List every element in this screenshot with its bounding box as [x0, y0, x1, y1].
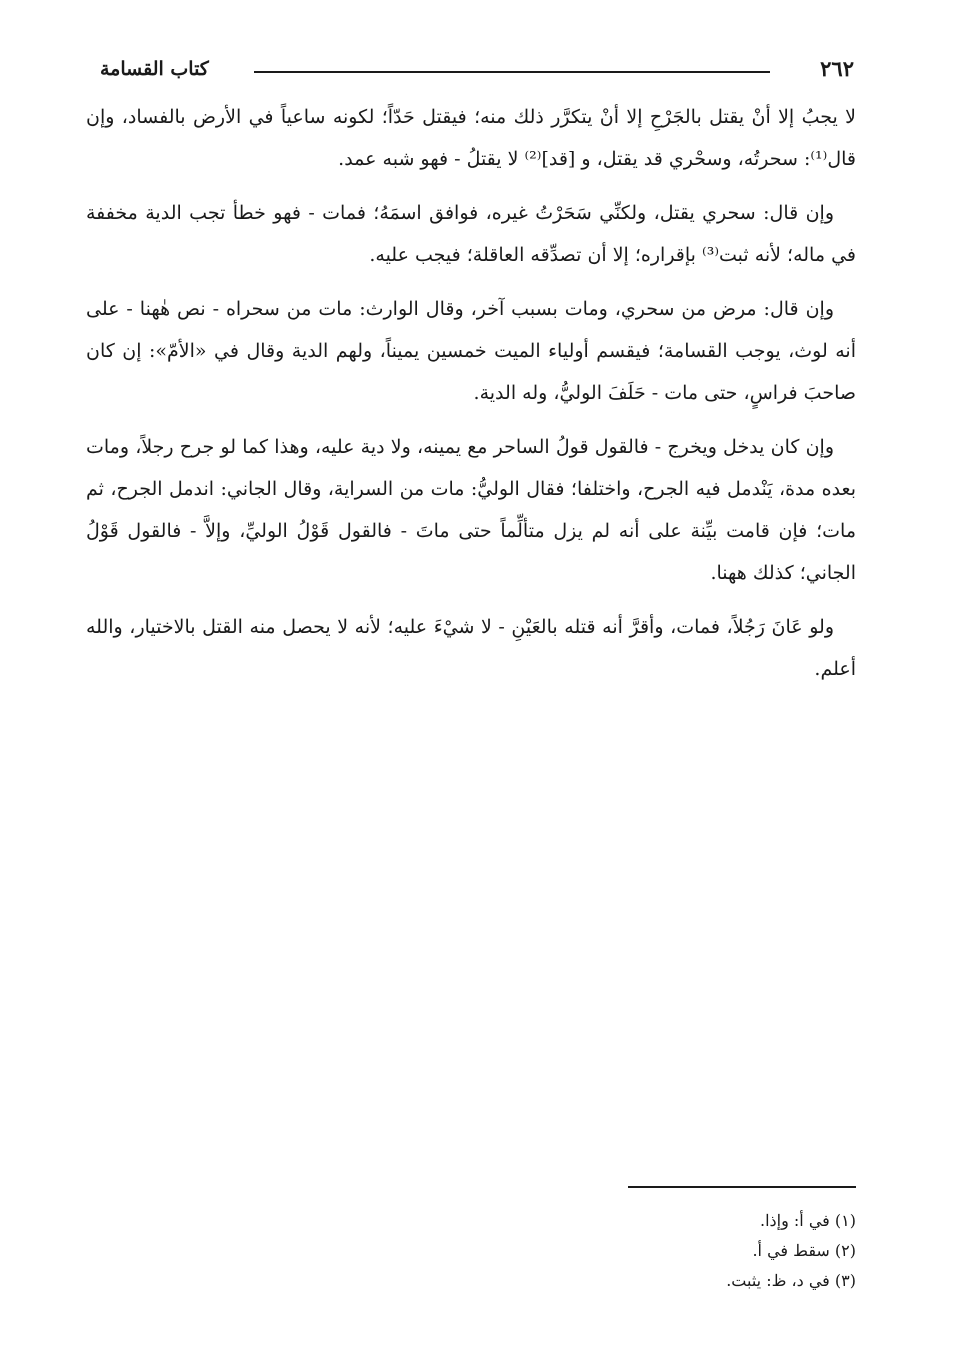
- paragraph-3: وإن قال: مرض من سحري، ومات بسبب آخر، وقال الوارث: مات من سحراه - نص هٰهنا - على أنه لوث، يوجب القسامة؛ فيقسم أولياء الميت خمسين يميناً، ولهم الدية وقال في «الأمّ»: إن كان صاحبَ فراسٍ، حتى مات - حَلَفَ الوليُّ، وله الدية.: [86, 298, 856, 404]
- footnote-1: (١) في أ: وإذا.: [760, 1211, 856, 1230]
- page-number: ٢٦٢: [820, 56, 854, 81]
- footnote-separator: [628, 1186, 856, 1188]
- page-header: [100, 52, 854, 86]
- footnote-3: (٣) في د، ظ: يثبت.: [726, 1271, 856, 1290]
- running-title: كتاب القسامة: [100, 58, 209, 80]
- paragraph-5: ولو عَانَ رَجُلاً، فمات، وأقرَّ أنه قتله بالعَيْنِ - لا شيْءَ عليه؛ لأنه لا يحصل منه القتل بالاختيار، والله أعلم.: [86, 616, 856, 680]
- header-rule: [254, 71, 770, 73]
- paragraph-4: وإن كان يدخل ويخرج - فالقول قولُ الساحر مع يمينه، ولا دية عليه، وهذا كما لو جرح رجلاً، ومات بعده مدة، يَنْدمل فيه الجرح، واختلفا؛ فقال الوليُّ: مات من السراية، وقال الجاني: اندمل الجرح، ثم مات؛ فإن قامت بيِّنة على أنه لم يزل متألِّماً حتى ماتَ - فالقول قَوْلُ الوليِّ، وإلاَّ - فالقول قَوْلُ الجاني؛ كذلك ههنا.: [86, 436, 856, 584]
- paragraph-1: لا يجبُ إلا أنْ يقتل بالجَرْحِ إلا أنْ يتكرَّر ذلك منه؛ فيقتل حَدّاً؛ لكونه ساعياً في الأرض بالفساد، وإن قال⁽¹⁾: سحرتُه، وسحْري قد يقتل، و [قد]⁽²⁾ لا يقتلُ - فهو شبه عمد.: [86, 106, 856, 170]
- footnote-2: (٢) سقط في أ.: [752, 1241, 856, 1260]
- footnotes: [356, 1206, 856, 1296]
- paragraph-2: وإن قال: سحري يقتل، ولكنِّي سَحَرْتُ غيره، فوافق اسمَهُ؛ فمات - فهو خطأ تجب الدية مخففة في ماله؛ لأنه ثبت⁽³⁾ بإقراره؛ إلا أن تصدِّقه العاقلة؛ فيجب عليه.: [86, 202, 856, 266]
- main-text: [86, 96, 856, 702]
